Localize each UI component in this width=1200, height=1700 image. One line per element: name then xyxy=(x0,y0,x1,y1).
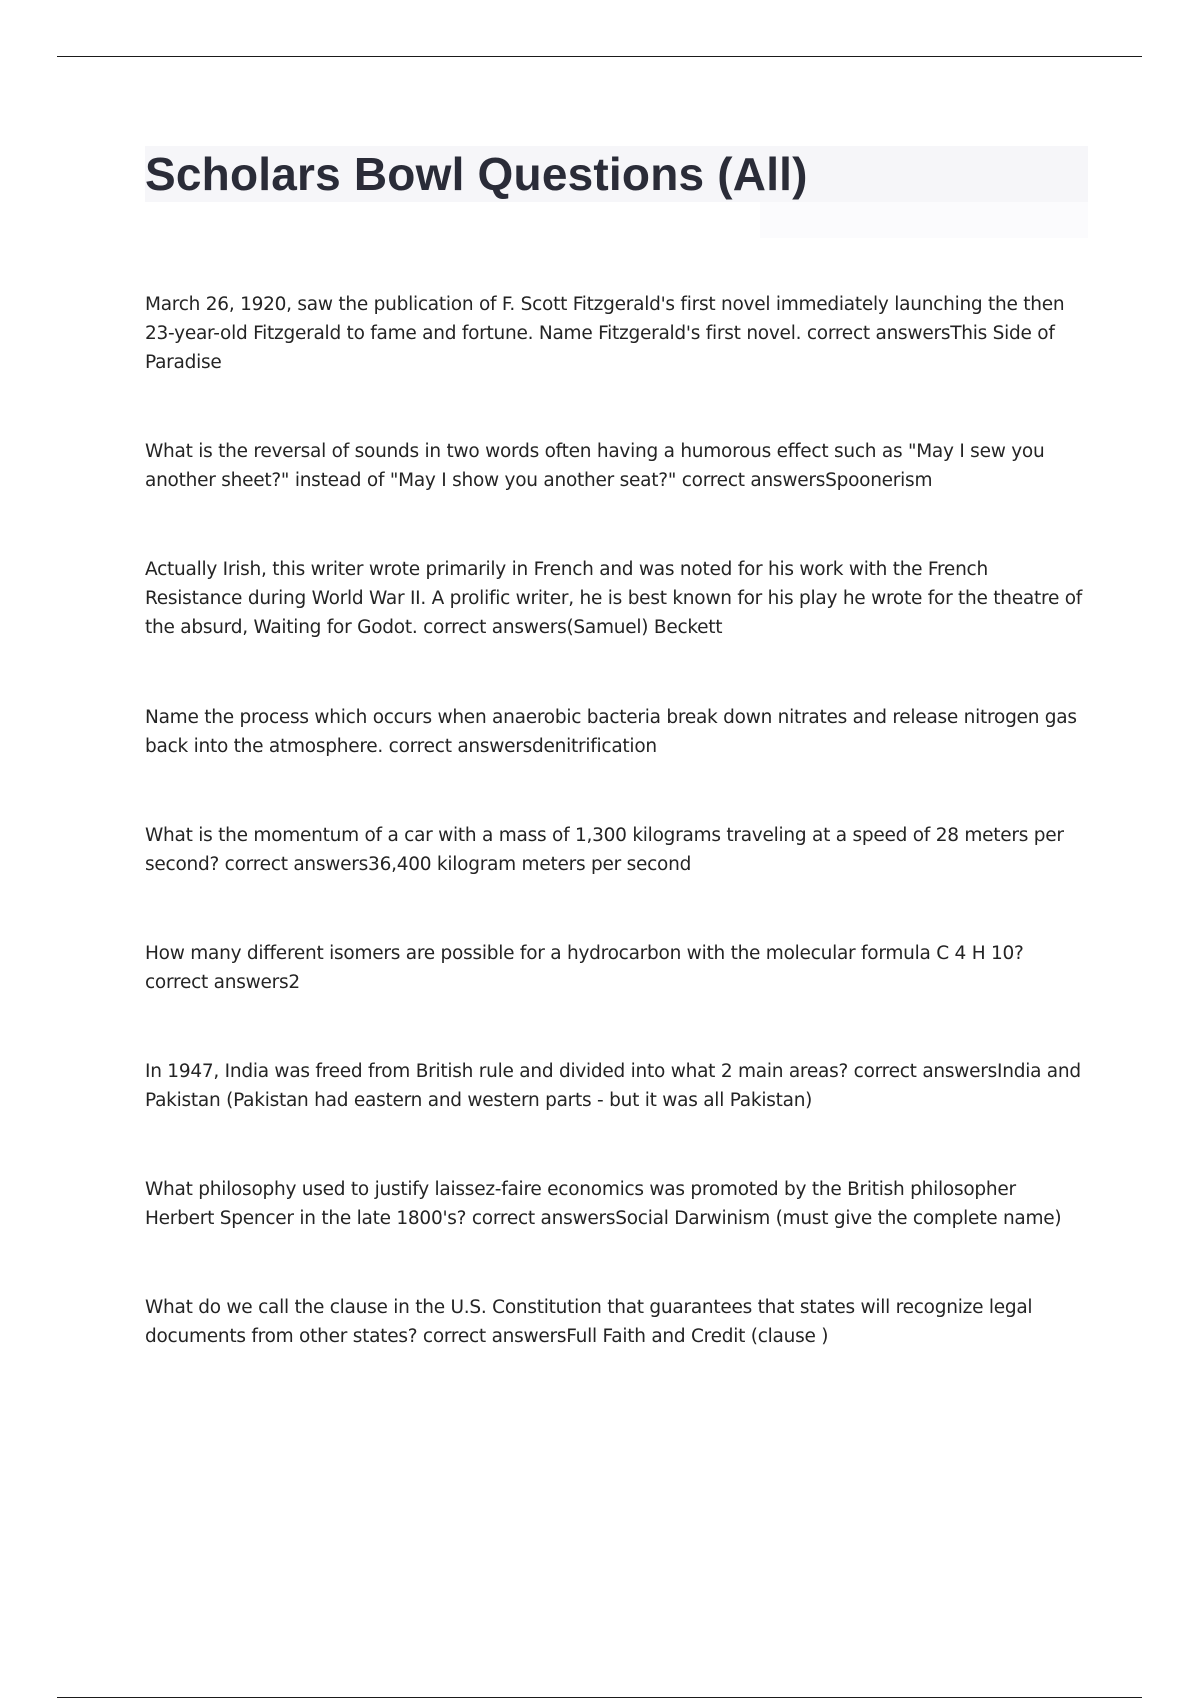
question-item: In 1947, India was freed from British rule and divided into what 2 main areas? correct answersIndia and Pakistan (Pakistan had eastern and western parts - but it was all Pakistan) xyxy=(145,1061,1081,1111)
question-item: How many different isomers are possible for a hydrocarbon with the molecular formula C 4 H 10? correct answers2 xyxy=(145,943,1024,993)
question-item: What is the reversal of sounds in two words often having a humorous effect such as "May I sew you another sheet?" instead of "May I show you another seat?" correct answersSpoonerism xyxy=(145,441,1045,491)
page-title: Scholars Bowl Questions (All) xyxy=(145,148,808,200)
title-highlight-tail xyxy=(760,202,1088,238)
question-item: Actually Irish, this writer wrote primarily in French and was noted for his work with the French Resistance during World War II. A prolific writer, he is best known for his play he wrote for the theatre of the absurd, Waiting for Godot. correct answers(Samuel) Beckett xyxy=(145,559,1083,638)
question-item: March 26, 1920, saw the publication of F. Scott Fitzgerald's first novel immediately launching the then 23-year-old Fitzgerald to fame and fortune. Name Fitzgerald's first novel. correct answersThis Side of Paradise xyxy=(145,294,1065,373)
top-rule xyxy=(57,56,1142,57)
question-item: What is the momentum of a car with a mass of 1,300 kilograms traveling at a speed of 28 meters per second? correct answers36,400 kilogram meters per second xyxy=(145,825,1064,875)
bottom-rule xyxy=(57,1697,1142,1698)
question-item: What do we call the clause in the U.S. Constitution that guarantees that states will recognize legal documents from other states? correct answersFull Faith and Credit (clause ) xyxy=(145,1297,1033,1347)
question-item: What philosophy used to justify laissez-faire economics was promoted by the British philosopher Herbert Spencer in the late 1800's? correct answersSocial Darwinism (must give the complete name) xyxy=(145,1179,1062,1229)
question-list xyxy=(145,290,1090,1411)
question-item: Name the process which occurs when anaerobic bacteria break down nitrates and release nitrogen gas back into the atmosphere. correct answersdenitrification xyxy=(145,707,1077,757)
